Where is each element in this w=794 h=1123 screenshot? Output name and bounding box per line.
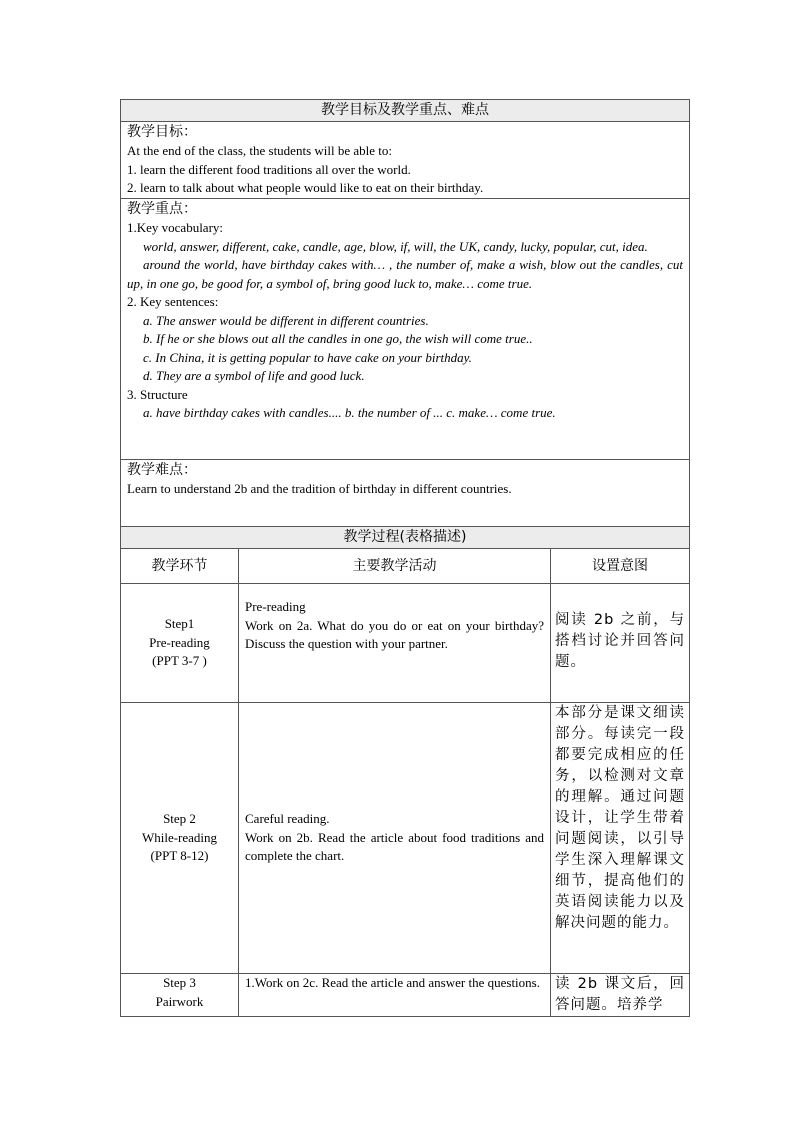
goals-line-1: 1. learn the different food traditions all over the world. (127, 161, 411, 177)
activity-text: Work on 2a. What do you do or eat on your birthday? Discuss the question with your partner. (245, 617, 544, 651)
sentence-c: c. In China, it is getting popular to have cake on your birthday. (143, 349, 472, 365)
step-cell (121, 703, 239, 974)
purpose-cell: 阅读 2b 之前，与搭档讨论并回答问题。 (551, 584, 690, 703)
lesson-plan-table (120, 99, 690, 1017)
step-name: Step 3 (163, 975, 196, 990)
step-stage: While-reading (141, 829, 218, 845)
step-cell (121, 974, 239, 1017)
step-name: Step 2 (163, 811, 196, 827)
step-stage: Pre-reading (149, 634, 210, 650)
activity-cell (239, 703, 551, 974)
step-ppt: (PPT 8-12) (150, 848, 209, 864)
difficulty-heading: 教学难点： (127, 462, 197, 478)
activity-cell (239, 584, 551, 703)
purpose-cell: 读 2b 课文后，回答问题。培养学 (551, 974, 690, 1017)
vocab-phrases: around the world, have birthday cakes with… , the number of, make a wish, blow out the candles, cut up, in one go, be good for, a symbol of, bring good luck to, make… come true. (127, 257, 684, 291)
header-purpose: 设置意图 (551, 549, 690, 584)
section2-title: 教学过程(表格描述) (121, 527, 690, 549)
activity-title: Careful reading. (245, 811, 330, 827)
activity-cell (239, 974, 551, 1017)
difficulty-text: Learn to understand 2b and the tradition of birthday in different countries. (127, 481, 512, 496)
structure-line: a. have birthday cakes with candles.... b. the number of ... c. make… come true. (143, 405, 556, 420)
table-row (121, 974, 690, 1017)
key-points-cell (121, 199, 690, 460)
sentence-b: b. If he or she blows out all the candles in one go, the wish will come true.. (143, 331, 533, 346)
sentence-a: a. The answer would be different in different countries. (143, 312, 429, 328)
lesson-plan-sheet (120, 99, 689, 1017)
step-cell (121, 584, 239, 703)
step-ppt: (PPT 3-7 ) (152, 653, 207, 669)
step-stage: Pairwork (155, 993, 204, 1009)
sentence-d: d. They are a symbol of life and good luck. (143, 368, 365, 383)
goals-cell (121, 122, 690, 199)
header-step: 教学环节 (121, 549, 239, 584)
activity-text: Work on 2b. Read the article about food traditions and complete the chart. (245, 829, 544, 864)
goals-line-2: 2. learn to talk about what people would like to eat on their birthday. (127, 180, 484, 195)
table-row (121, 584, 690, 703)
difficulty-cell (121, 460, 690, 527)
activity-text: 1.Work on 2c. Read the article and answer the questions. (245, 975, 540, 990)
vocab-label: 1.Key vocabulary: (127, 220, 224, 235)
activity-title: Pre-reading (245, 599, 306, 614)
header-activity: 主要教学活动 (239, 549, 551, 584)
vocab-words: world, answer, different, cake, candle, age, blow, if, will, the UK, candy, lucky, popular, cut, idea. (143, 238, 648, 254)
key-points-heading: 教学重点： (127, 201, 197, 217)
sentences-label: 2. Key sentences: (127, 294, 219, 309)
table-row (121, 703, 690, 974)
step-name: Step1 (164, 616, 195, 632)
structure-label: 3. Structure (127, 386, 188, 402)
goals-line-0: At the end of the class, the students will be able to: (127, 143, 392, 158)
goals-heading: 教学目标： (127, 124, 197, 140)
purpose-cell: 本部分是课文细读部分。每读完一段都要完成相应的任务，以检测对文章的理解。通过问题设计，让学生带着问题阅读，以引导学生深入理解课文细节，提高他们的英语阅读能力以及解决问题的能力。 (551, 703, 690, 974)
section1-title: 教学目标及教学重点、难点 (121, 100, 690, 122)
